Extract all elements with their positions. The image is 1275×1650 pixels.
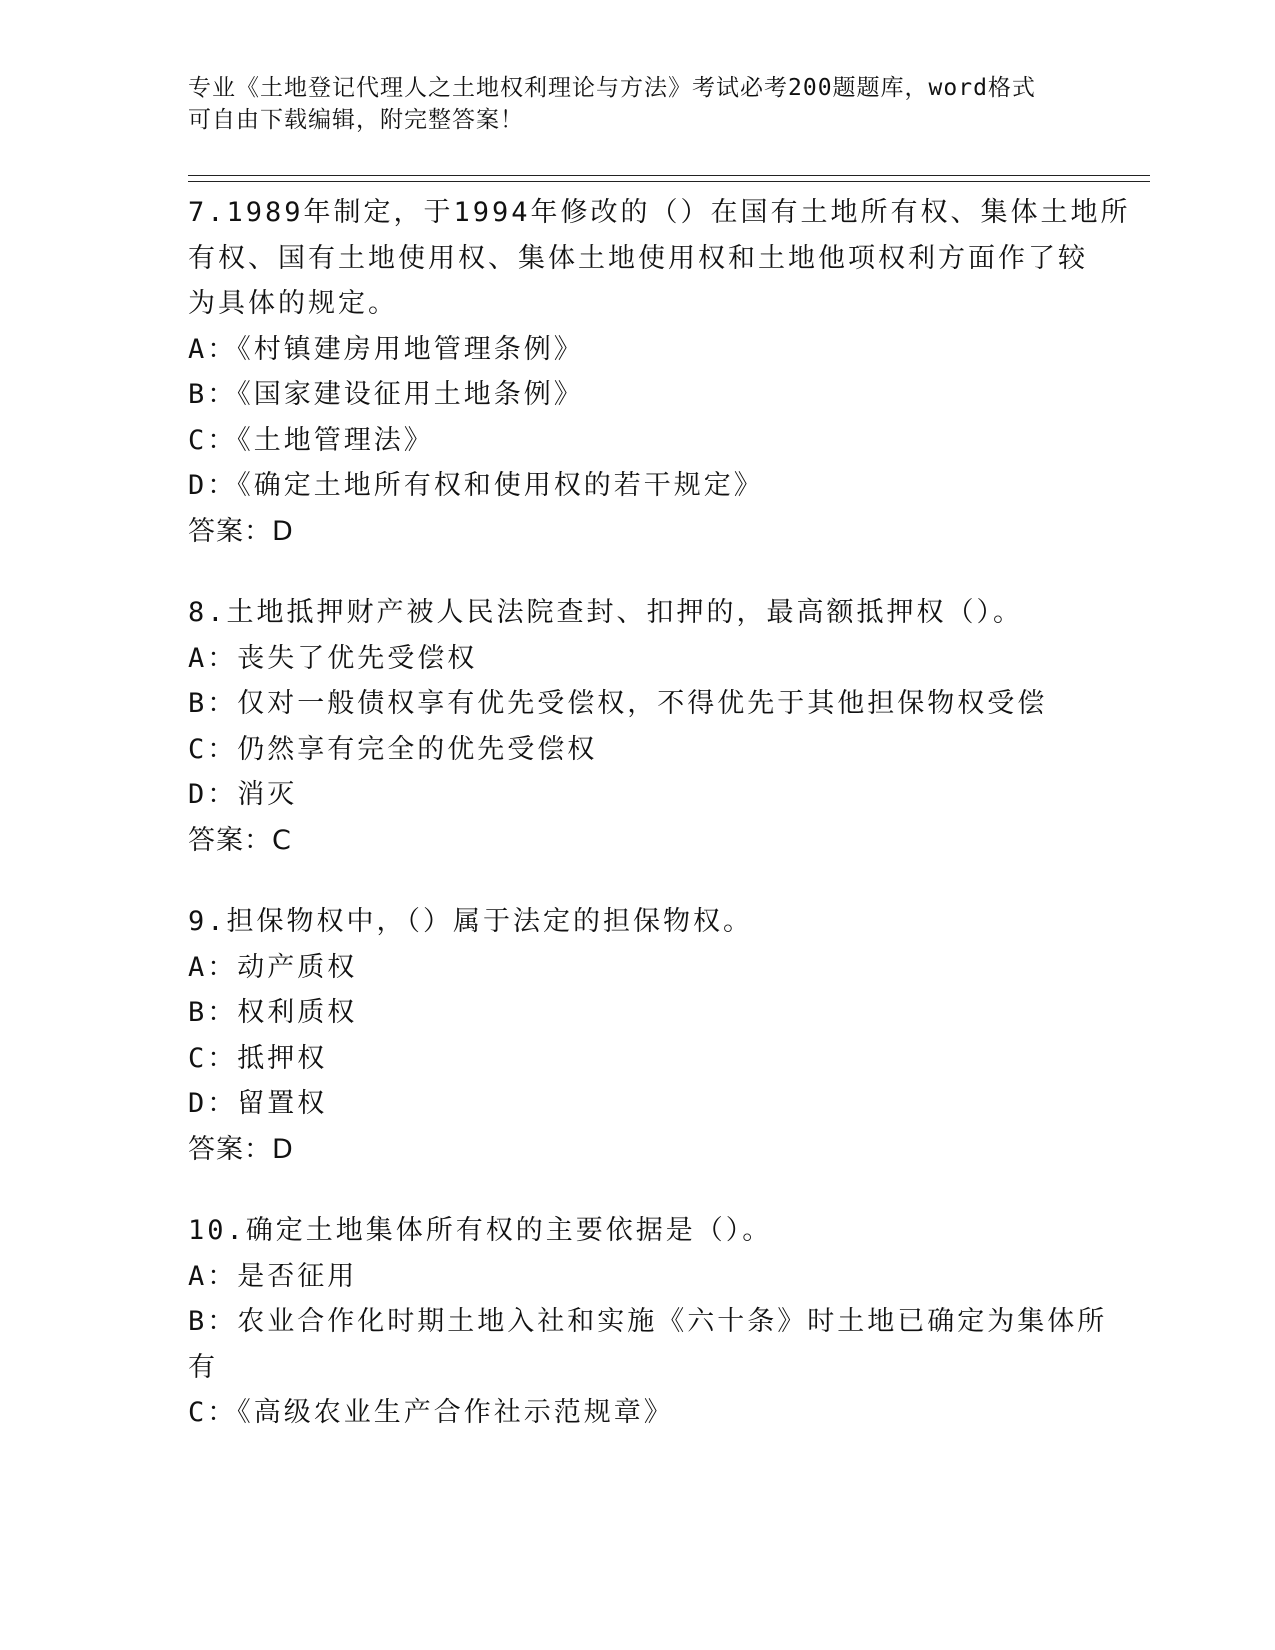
answer-key: 答案：D — [188, 515, 294, 547]
answer-option-line: B：权利质权 — [188, 997, 358, 1028]
question-block — [188, 590, 1088, 863]
answer-option-line: B：仅对一般债权享有优先受偿权，不得优先于其他担保物权受偿 — [188, 688, 1048, 719]
answer-option-line: D：留置权 — [188, 1088, 328, 1119]
answer-key: 答案：C — [188, 824, 292, 856]
answer-option-line: C：抵押权 — [188, 1042, 328, 1074]
answer-option — [188, 418, 1088, 464]
question-stem-line: 7.1989年制定，于1994年修改的（）在国有土地所有权、集体土地所 — [188, 197, 1131, 228]
answer-option — [188, 945, 1088, 991]
answer-option — [188, 1081, 1088, 1127]
question-stem-line: 8.土地抵押财产被人民法院查封、扣押的，最高额抵押权（）。 — [188, 597, 1024, 628]
answer-option-line: 有 — [188, 1351, 218, 1383]
document-header — [188, 72, 1068, 136]
question-stem — [188, 590, 1088, 636]
answer-option — [188, 327, 1088, 373]
question-stem — [188, 190, 1131, 327]
answer-option — [188, 1254, 1088, 1300]
answer-option-line: C：仍然享有完全的优先受偿权 — [188, 733, 598, 765]
question-stem-line: 10.确定土地集体所有权的主要依据是（）。 — [188, 1215, 773, 1246]
answer-option — [188, 372, 1088, 418]
header-divider-bottom — [188, 181, 1150, 182]
question-stem-line: 9.担保物权中，（）属于法定的担保物权。 — [188, 906, 754, 937]
answer-option-line: A：动产质权 — [188, 951, 358, 983]
answer-option — [188, 990, 1088, 1036]
question-stem-line: 有权、国有土地使用权、集体土地使用权和土地他项权利方面作了较 — [188, 242, 1088, 274]
question-block — [188, 1208, 1108, 1436]
answer-option-line: B：农业合作化时期土地入社和实施《六十条》时土地已确定为集体所 — [188, 1306, 1108, 1337]
question-block — [188, 899, 1088, 1172]
answer-option — [188, 681, 1088, 727]
answer-option-line: A：《村镇建房用地管理条例》 — [188, 333, 584, 365]
question-block — [188, 190, 1131, 554]
answer-option — [188, 463, 1088, 509]
question-stem — [188, 899, 1088, 945]
header-line-2: 可自由下载编辑，附完整答案！ — [188, 107, 524, 133]
answer-option-line: C：《土地管理法》 — [188, 424, 434, 456]
answer-option-line: A：是否征用 — [188, 1260, 358, 1292]
answer-key: 答案：D — [188, 1133, 294, 1165]
answer-option — [188, 727, 1088, 773]
question-list — [188, 190, 1131, 1472]
answer-option-line: A：丧失了优先受偿权 — [188, 642, 478, 674]
question-stem — [188, 1208, 1088, 1254]
answer-option — [188, 1390, 1088, 1436]
answer-option — [188, 1299, 1108, 1390]
answer-option-line: B：《国家建设征用土地条例》 — [188, 379, 584, 410]
question-stem-line: 为具体的规定。 — [188, 288, 398, 319]
header-divider-top — [188, 175, 1150, 176]
answer-option-line: D：《确定土地所有权和使用权的若干规定》 — [188, 470, 764, 501]
answer-option — [188, 636, 1088, 682]
answer-option — [188, 1036, 1088, 1082]
answer-option — [188, 772, 1088, 818]
header-line-1: 专业《土地登记代理人之土地权利理论与方法》考试必考200题题库，word格式 — [188, 75, 1036, 101]
answer-option-line: D：消灭 — [188, 779, 298, 810]
answer-option-line: C：《高级农业生产合作社示范规章》 — [188, 1397, 674, 1428]
